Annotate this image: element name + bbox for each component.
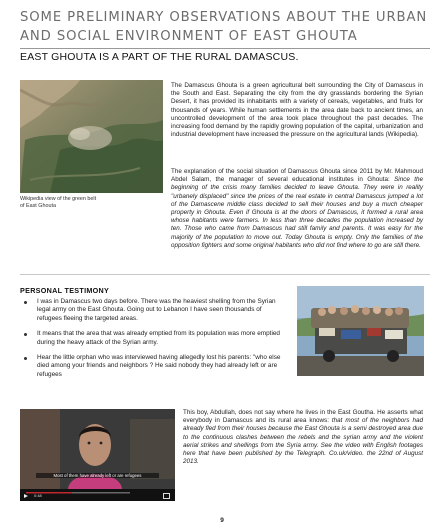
caption-line-1: Wikipedia view of the green belt: [20, 196, 97, 202]
boy-story-paragraph: [183, 409, 423, 466]
title-line-2: AND SOCIAL ENVIRONMENT OF EAST GHOUTA: [20, 29, 358, 44]
aerial-photo-graphic: [20, 80, 163, 193]
video-subtitle: Most of them have already left or are refugees: [36, 473, 159, 478]
intro-paragraph: The Damascus Ghouta is a green agricultural belt surrounding the City of Damascus in the South and East. Separating the city from the dry grasslands bordering the Syrian Desert, it has provided its inhabitants with a variety of cereals, vegetables, and fruits for thousands of years. While human settlements in the area date back to ancient times, an uncontrolled development of the area took place throughout the past decades. The increasing food demand by the rapidly growing population of the capital, urbanization and industrial development have increased the pressure on the agricultural lands (Wikipedia).: [171, 82, 423, 139]
refugee-truck-photo: [297, 286, 424, 376]
list-item: It means that the area that was already emptied from its population was more emptied during the heavy attack of the Syrian army.: [20, 330, 285, 347]
aerial-photo-caption: [20, 196, 165, 210]
caption-line-2: of East Ghouta: [20, 202, 56, 209]
video-time: 0:48: [34, 492, 42, 498]
title-rule: [20, 48, 430, 49]
refugee-truck-graphic: [297, 286, 424, 376]
aerial-photo: [20, 80, 163, 193]
boy-story-italic: that most of the neighbors had already fled from their houses because the East Ghouta is a semi destroyed area due to the continuous clashes between the rebels and the syrian army and the violent aerial strikes and shellings from the Syria army. See the video with English footages here that have been published by the Telegraph. Co.uk/video. the 22nd of August 2013.: [183, 417, 423, 466]
page-number: 9: [220, 517, 224, 524]
testimony-heading: PERSONAL TESTIMONY: [20, 286, 110, 295]
title-line-1: SOME PRELIMINARY OBSERVATIONS ABOUT THE URBAN: [20, 10, 428, 25]
explanation-paragraph: [171, 168, 423, 250]
section-divider: [20, 274, 430, 275]
video-play-icon[interactable]: [24, 494, 28, 498]
testimony-list: [20, 298, 285, 386]
boy-story-text: This boy, Abdullah, does not say where he lives in the East Goutha. He asserts what everybody in Damascus and its rural area knows:: [183, 409, 423, 425]
list-item: Hear the little orphan who was interviewed having allegedly lost his parents: "who else died among your friends and neighbors ? He said nobody they had already left or are refugees: [20, 354, 285, 379]
explanation-text: The explanation of the social situation of Damascus Ghouta since 2011 by Mr. Mahmoud Abdel Salam, the manager of several educational institutes in Ghouta:: [171, 168, 423, 184]
list-item: I was in Damascus two days before. There was the heaviest shelling from the Syrian legal army on the East Ghouta. Going out to Lebanon I have seen thousands of refugees fleeing the targeted areas.: [20, 298, 285, 323]
video-frame-graphic: [20, 409, 175, 501]
fullscreen-icon[interactable]: [163, 493, 170, 499]
page-title: [20, 8, 430, 46]
explanation-quote: Since the beginning of the crisis many families decided to leave Ghouta. They were in reality "urbanely displaced" since the prices of the real estate in central Damascus jumped a lot of the Damascene middle class decided to sell their houses and buy a much cheaper property in Ghouta. Even if Ghouta is at the doors of Damascus, it formed a rural area whose habitants were farmers. In less than three decades the population increased by ten. Those who came from Damascus had still family and parents. It was easy for the majority of the population to move out. Today Ghouta is empty. Only the families of the opposition fighters and some original habitants who did not find where to go are still there.: [171, 176, 423, 249]
page-subtitle: EAST GHOUTA IS A PART OF THE RURAL DAMASCUS.: [20, 51, 299, 63]
video-player[interactable]: [20, 409, 175, 501]
